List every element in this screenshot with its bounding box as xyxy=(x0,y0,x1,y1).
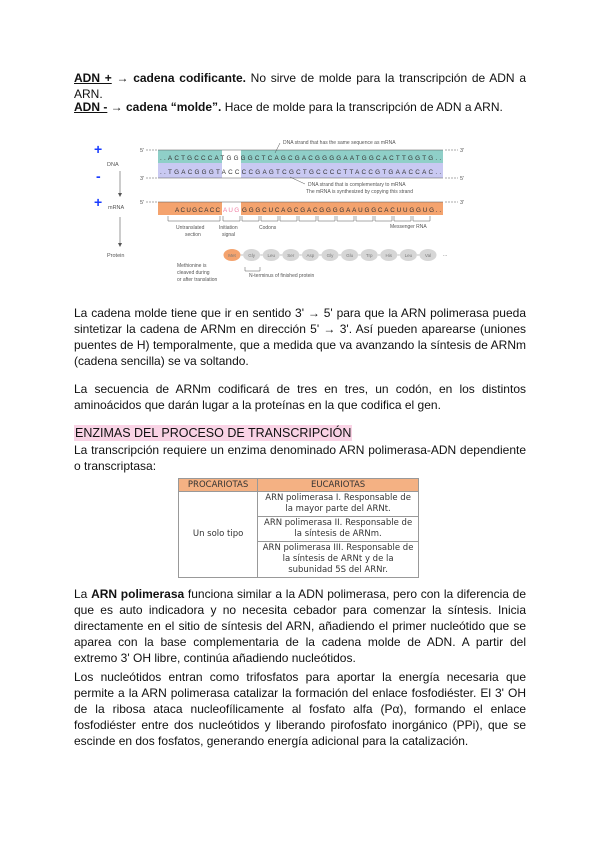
polymerase-table xyxy=(178,478,419,578)
complement-label: The mRNA is synthesized by copying this strand xyxy=(306,189,413,195)
minus-sign: - xyxy=(96,168,101,184)
three-prime: 3' xyxy=(460,148,465,154)
amino-acid-label: Gly xyxy=(248,253,255,258)
paragraph: La cadena molde tiene que ir en sentido 3' → 5' para que la ARN polimerasa pueda sintetizar la cadena de ARNm en dirección 5' → 3'. Así pueden aparearse (uniones puentes de H) temporalmente, que a medida que va avanzando la síntesis de ARNm (cadena sencilla) se va soltando. xyxy=(74,306,526,368)
desc: Hace de molde para la transcripción de ADN a ARN. xyxy=(221,100,503,114)
top-strand-sequence: ..ACTGCCCATGGGGCTCAGCGACGGGGAATGGCACTTGGTG.. xyxy=(160,155,442,162)
bold-term: ARN polimerasa xyxy=(91,587,185,601)
untranslated-label: Untranslated xyxy=(176,225,205,231)
table-cell: ARN polimerasa II. Responsable de la síntesis de ARNm. xyxy=(258,517,419,542)
strand-name: cadena codificante. xyxy=(133,71,246,85)
text: funciona similar a la ADN polimerasa, pero con la diferencia de que es auto indicadora y no necesita cebador para comenzar la síntesis. Inicia directamente en el sitio de síntesis del ARN, añadiendo el primer nucleótido que se aparea con la base complementaria de la cadena molde de ADN. A partir del extremo 3' OH libre, continúa añadiendo nucleótidos. xyxy=(74,587,526,665)
complement-label: DNA strand that is complementary to mRNA xyxy=(308,182,406,188)
methionine-note: cleaved during xyxy=(177,270,210,276)
amino-acid-label: Val xyxy=(424,253,432,258)
arrow: → xyxy=(111,71,134,85)
mrna-utr-sequence: ACUGCACC xyxy=(175,207,221,214)
arrow: → xyxy=(107,100,126,114)
table-cell: ARN polimerasa III. Responsable de la síntesis de ARNt y de la subunidad 5S del ARNr. xyxy=(258,542,419,578)
plus-sign: + xyxy=(94,141,103,157)
paragraph xyxy=(74,586,526,666)
three-prime: 3' xyxy=(140,176,145,182)
amino-acid-label: Trp xyxy=(365,253,373,258)
amino-acid-label: Leu xyxy=(404,253,413,258)
initiation-label: Initiation xyxy=(219,225,238,231)
amino-acid-label: Glu xyxy=(346,253,354,258)
desc: No sirve de molde para la transcripción de ADN a ARN. xyxy=(74,71,526,101)
paragraph: La secuencia de ARNm codificará de tres en tres, un codón, en los distintos aminoácidos que darán lugar a la proteínas en la que codifica el gen. xyxy=(74,382,526,412)
amino-acid-label: Met xyxy=(228,253,236,258)
plus-sign: + xyxy=(94,194,103,210)
codons-label: Codons xyxy=(259,225,277,231)
amino-acid-label: Asp xyxy=(306,253,315,258)
initiation-label: signal xyxy=(222,232,236,238)
n-terminus-label: N-terminus of finished protein xyxy=(249,273,315,279)
adn-minus-line xyxy=(74,99,526,115)
paragraph: La transcripción requiere un enzima denominado ARN polimerasa-ADN dependiente o transcriptasa: xyxy=(74,443,526,473)
mrna-coding-sequence: GGGCUCAGCGACGGGGAAUGGCACUUGGUG.. xyxy=(242,207,442,214)
term: ADN - xyxy=(74,100,108,114)
protein-label: Protein xyxy=(107,253,125,259)
amino-acid-label: His xyxy=(385,253,393,258)
bottom-strand-sequence: ..TGACGGGTACCCCGAGTCGCTGCCCCTTACCGTGAACCAC.. xyxy=(160,169,442,176)
header-prokaryotes: PROCARIOTAS xyxy=(179,479,258,492)
ellipsis: ... xyxy=(443,252,448,258)
messenger-rna-label: Messenger RNA xyxy=(390,224,427,230)
start-codon: AUG xyxy=(223,207,240,214)
five-prime: 5' xyxy=(140,148,145,154)
amino-acid-label: Leu xyxy=(267,253,275,258)
dna-label: DNA xyxy=(107,162,119,168)
text: La xyxy=(74,587,92,601)
same-sequence-label: DNA strand that has the same sequence as mRNA xyxy=(283,140,396,146)
three-prime: 3' xyxy=(460,200,465,206)
adn-plus-line xyxy=(74,70,526,102)
mrna-label: mRNA xyxy=(108,205,125,211)
untranslated-label: section xyxy=(185,232,201,238)
amino-acid-label: Gly xyxy=(326,253,334,258)
header-eukaryotes: EUCARIOTAS xyxy=(258,479,419,492)
methionine-note: Methionine is xyxy=(177,263,207,269)
table-cell: ARN polimerasa I. Responsable de la mayor parte del ARNt. xyxy=(258,492,419,517)
paragraph: Los nucleótidos entran como trifosfatos para aportar la energía necesaria que permite a la ARN polimerasa catalizar la formación del enlace fosfodiéster. El 3' OH de la ribosa ataca nucleofílicamente al fosfato alfa (Pα), formando el enlace fosfodiéster entre dos nucleótidos y liberando pirofosfato inorgánico (PPi), que se escinde en dos fosfatos, generando energía adicional para la catalización. xyxy=(74,670,526,748)
transcription-diagram xyxy=(80,135,480,285)
strand-name: cadena “molde”. xyxy=(126,100,222,114)
five-prime: 5' xyxy=(140,200,145,206)
section-heading: ENZIMAS DEL PROCESO DE TRANSCRIPCIÓN xyxy=(75,426,352,440)
five-prime: 5' xyxy=(460,176,465,182)
table-cell: Un solo tipo xyxy=(179,492,258,578)
methionine-note: or after translation xyxy=(177,277,218,283)
term: ADN + xyxy=(74,71,112,85)
amino-acid-label: Ser xyxy=(287,253,295,258)
